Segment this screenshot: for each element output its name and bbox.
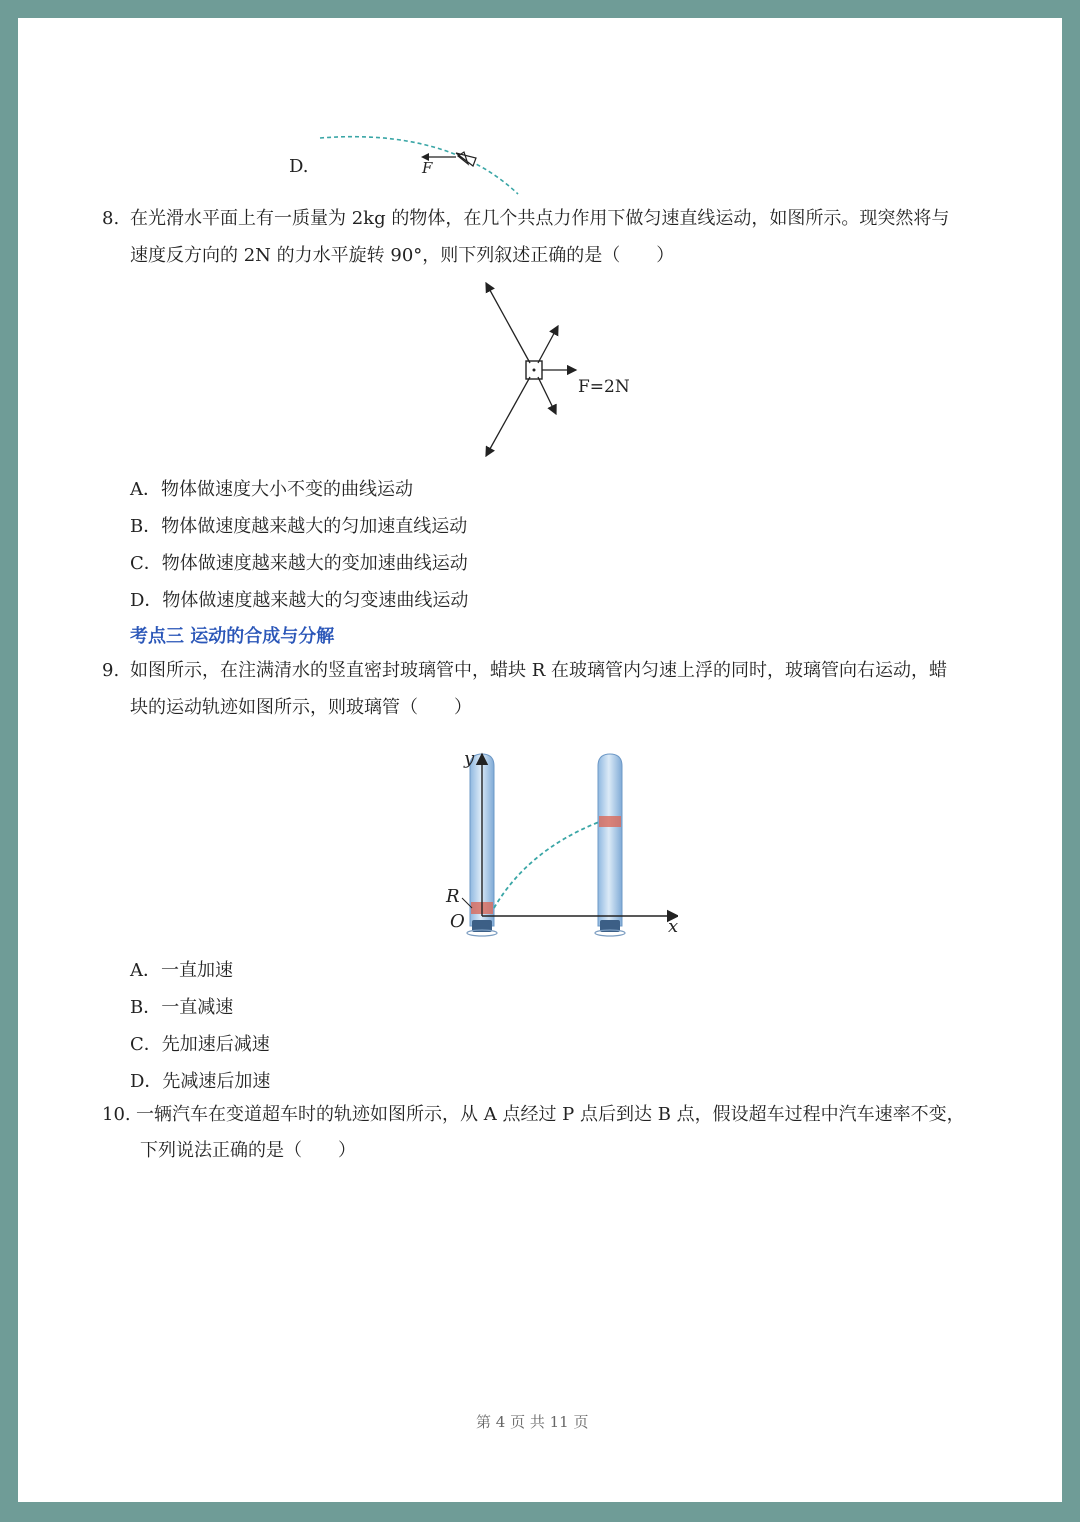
q10-stem-line2: 下列说法正确的是（ ） [140,1140,356,1161]
force-arrow-upper-right [538,326,558,363]
wax-block-right [599,816,621,827]
shuttlecock-icon [456,152,476,166]
q8-stem-line1: 在光滑水平面上有一质量为 2kg 的物体，在几个共点力作用下做匀速直线运动，如图所示。现突然将与 [130,208,950,229]
axis-x-label: x [668,916,678,937]
q9-stem-line2: 块的运动轨迹如图所示，则玻璃管（ ） [130,697,472,718]
q7-option-d-label: D. [289,156,309,177]
q8-option-a[interactable]: A．物体做速度大小不变的曲线运动 [130,479,413,500]
q8-number: 8. [102,208,120,229]
q8-option-b[interactable]: B．物体做速度越来越大的匀加速直线运动 [130,516,468,537]
q9-stem-line1: 如图所示，在注满清水的竖直密封玻璃管中，蜡块 R 在玻璃管内匀速上浮的同时，玻璃管向右运动，蜡 [130,660,947,681]
q9-trajectory [494,822,599,908]
axis-y-label: y [464,748,475,769]
q7-force-label: F [422,159,433,177]
q10-number: 10. [102,1104,131,1125]
q8-force-label: F=2N [578,377,630,397]
q8-force-diagram [468,276,648,462]
q9-option-d[interactable]: D．先减速后加速 [130,1071,271,1092]
q8-option-c[interactable]: C．物体做速度越来越大的变加速曲线运动 [130,553,468,574]
q7-figure [308,128,538,208]
q9-option-a[interactable]: A．一直加速 [130,960,233,981]
q8-option-d[interactable]: D．物体做速度越来越大的匀变速曲线运动 [130,590,469,611]
section-title: 考点三 运动的合成与分解 [130,626,335,647]
q10-stem-line1: 一辆汽车在变道超车时的轨迹如图所示，从 A 点经过 P 点后到达 B 点，假设超车过程中汽车速率不变， [136,1104,965,1125]
q9-option-b[interactable]: B．一直减速 [130,997,234,1018]
force-arrow-upper-left [486,283,530,363]
label-r: R [446,886,460,907]
q9-tube-figure [438,730,678,940]
q8-stem-line2: 速度反方向的 2N 的力水平旋转 90°，则下列叙述正确的是（ ） [130,245,675,266]
page-footer: 第 4 页 共 11 页 [476,1413,589,1431]
glass-tube-right [595,754,625,936]
force-arrow-lower-left [486,377,530,456]
q7-trajectory [320,137,518,194]
q9-option-c[interactable]: C．先加速后减速 [130,1034,270,1055]
force-arrow-lower-right [538,377,556,414]
document-page [18,18,1062,1502]
label-o: O [450,911,465,932]
q9-number: 9. [102,660,120,681]
